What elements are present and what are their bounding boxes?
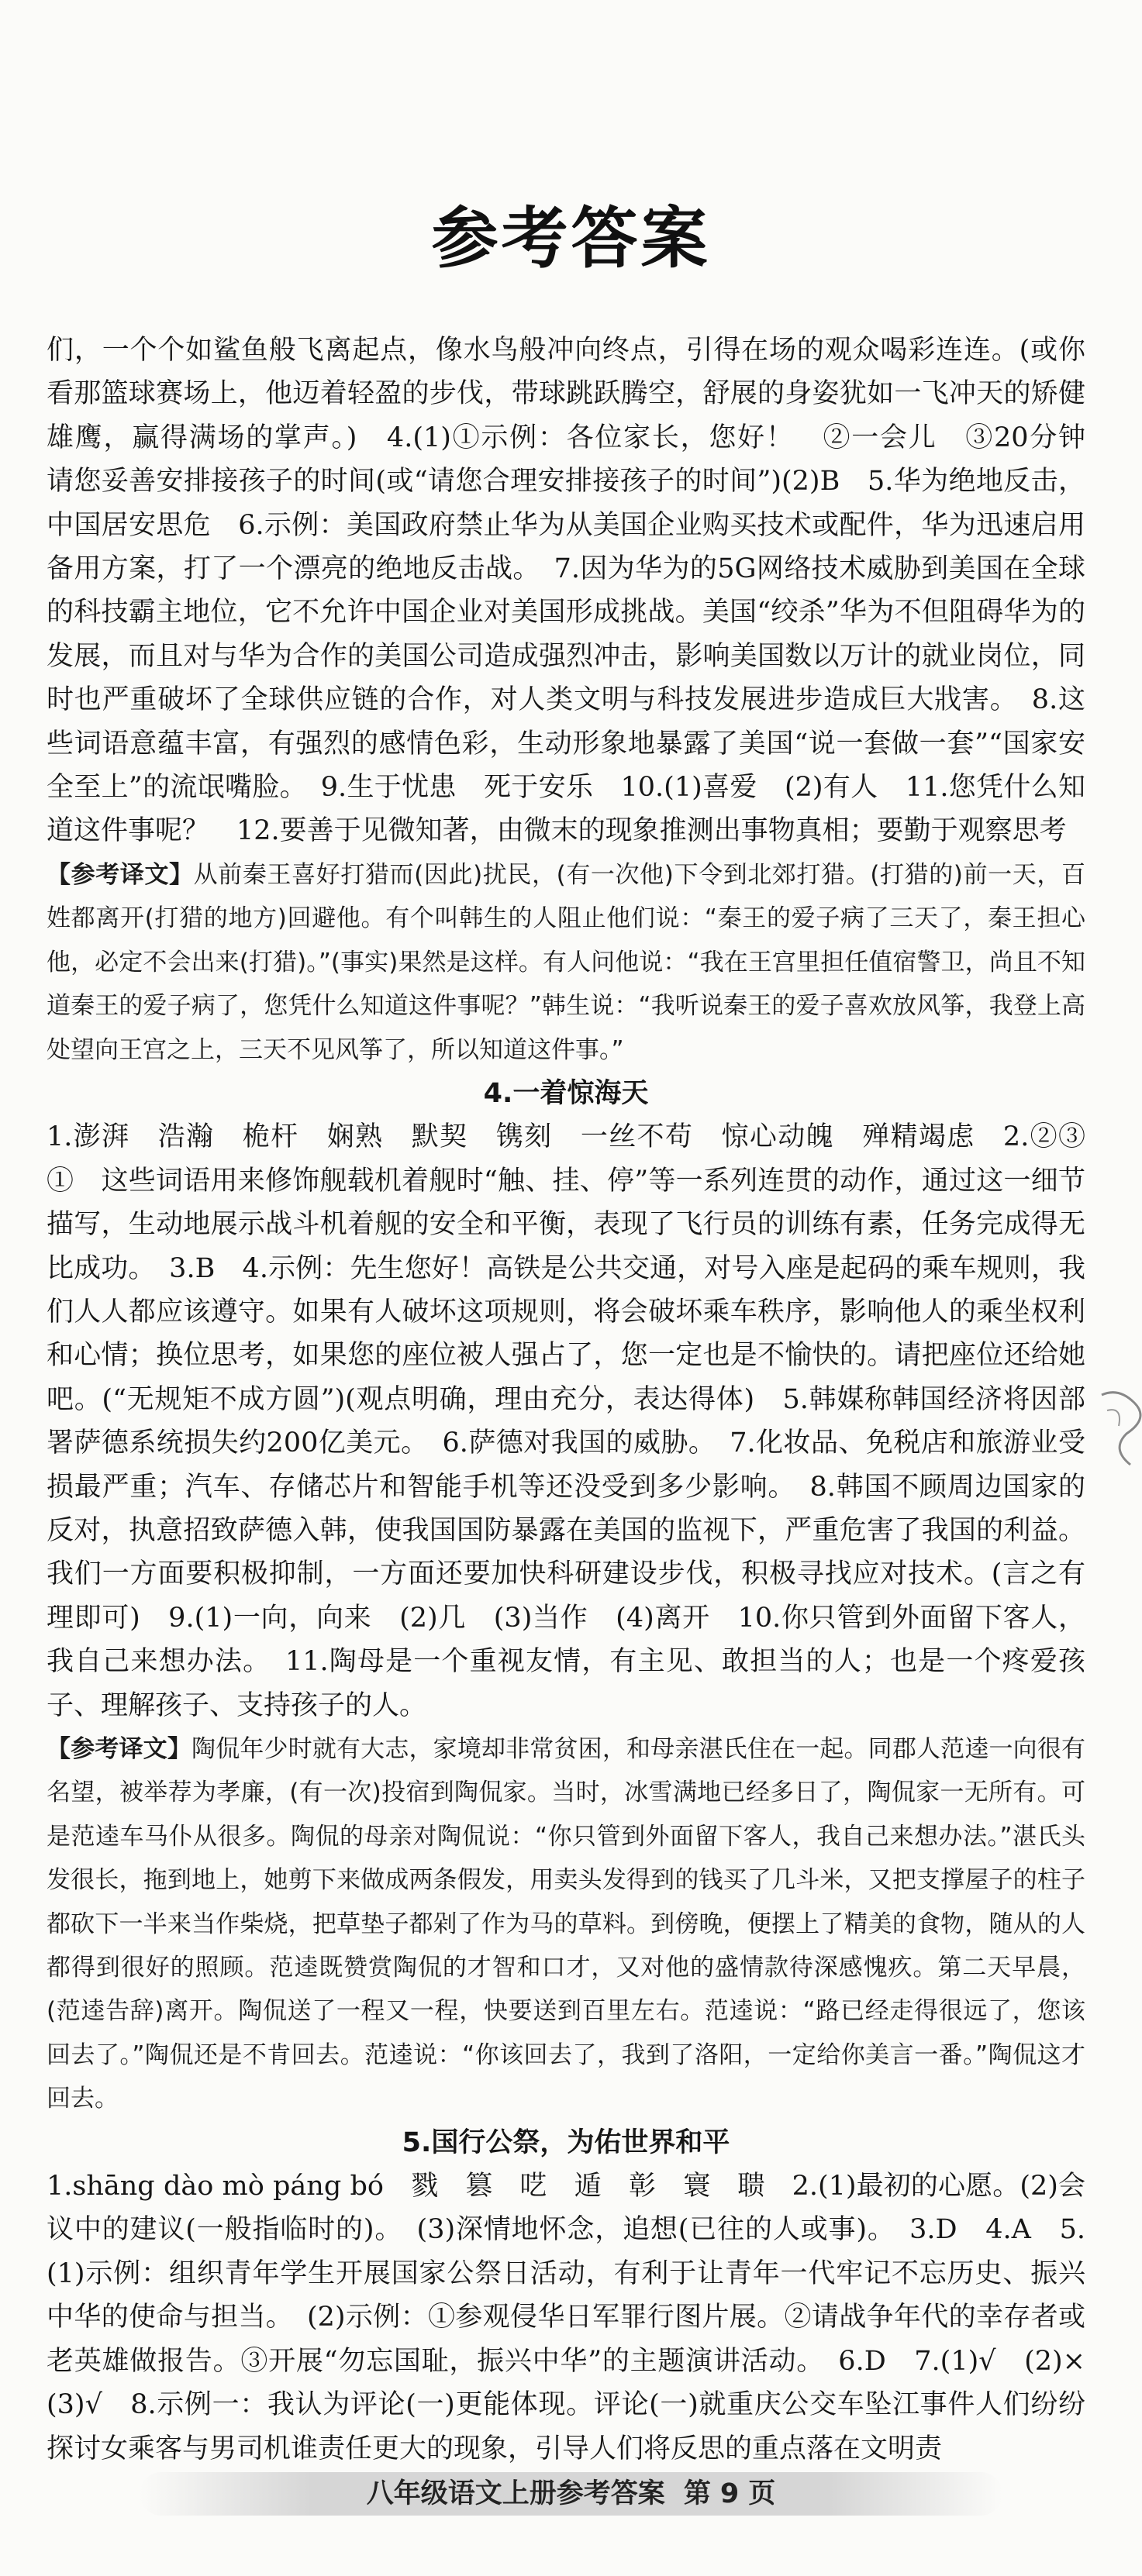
reference-translation (47, 853, 1085, 1072)
answer-paragraph: 1.澎湃 浩瀚 桅杆 娴熟 默契 镌刻 一丝不苟 惊心动魄 殚精竭虑 2.②③ ① 这些词语用来修饰舰载机着舰时“触、挂、停”等一系列连贯的动作，通过这一细节描写，生动地展示战斗机着舰的安全和平衡，表现了飞行员的训练有素，任务完成得无比成功。 3.B 4.示例：先生您好！高铁是公共交通，对号入座是起码的乘车规则，我们人人都应该遵守。如果有人破坏这项规则，将会破坏乘车秩序，影响他人的乘坐权利和心情；换位思考，如果您的座位被人强占了，您一定也是不愉快的。请把座位还给她吧。(“无规矩不成方圆”)(观点明确，理由充分，表达得体) 5.韩媒称韩国经济将因部署萨德系统损失约200亿美元。 6.萨德对我国的威胁。 7.化妆品、免税店和旅游业受损最严重；汽车、存储芯片和智能手机等还没受到多少影响。 8.韩国不顾周边国家的反对，执意招致萨德入韩，使我国国防暴露在美国的监视下，严重危害了我国的利益。我们一方面要积极抑制，一方面还要加快科研建设步伐，积极寻找应对技术。(言之有理即可) 9.(1)一向，向来 (2)几 (3)当作 (4)离开 10.你只管到外面留下客人，我自己来想办法。 11.陶母是一个重视友情，有主见、敢担当的人；也是一个疼爱孩子、理解孩子、支持孩子的人。 (47, 1121, 1113, 1721)
footer-book-title: 八年级语文上册参考答案 (366, 2478, 665, 2509)
translation-tag: 【参考译文】 (47, 860, 194, 889)
answer-content (47, 329, 1113, 2471)
answer-paragraph: 1.shāng dào mò páng bó 戮 篡 呓 遁 彰 寰 聩 2.(1)最初的心愿。(2)会议中的建议(一般指临时的)。 (3)深情地怀念，追想(已往的人或事)。 3.D 4.A 5.(1)示例：组织青年学生开展国家公祭日活动，有利于让青年一代牢记不忘历史、振兴中华的使命与担当。 (2)示例：①参观侵华日军罪行图片展。②请战争年代的幸存者或老英雄做报告。③开展“勿忘国耻，振兴中华”的主题演讲活动。 6.D 7.(1)√ (2)× (3)√ 8.示例一：我认为评论(一)更能体现。评论(一)就重庆公交车坠江事件人们纷纷探讨女乘客与男司机谁责任更大的现象，引导人们将反思的重点落在文明责 (47, 2171, 1113, 2464)
section-heading: 4.一着惊海天 (483, 1077, 649, 1109)
section-heading: 5.国行公祭，为佑世界和平 (402, 2127, 730, 2158)
footer-di: 第 (683, 2478, 711, 2509)
edge-scribble-decoration (1095, 1379, 1142, 1472)
translation-text: 从前秦王喜好打猎而(因此)扰民，(有一次他)下令到北郊打猎。(打猎的)前一天，百姓都离开(打猎的地方)回避他。有个叫韩生的人阻止他们说：“秦王的爱子病了三天了，秦王担心他，必定不会出来(打猎)。”(事实)果然是这样。有人问他说：“我在王宫里担任值宿警卫，尚且不知道秦王的爱子病了，您凭什么知道这件事呢？”韩生说：“我听说秦王的爱子喜欢放风筝，我登上高处望向王宫之上，三天不见风筝了，所以知道这件事。” (47, 860, 1086, 1064)
footer-label (0, 2476, 1142, 2512)
footer-ye: 页 (748, 2478, 776, 2509)
page-number: 9 (719, 2478, 740, 2509)
answer-paragraph: 们，一个个如鲨鱼般飞离起点，像水鸟般冲向终点，引得在场的观众喝彩连连。(或你看那篮球赛场上，他迈着轻盈的步伐，带球跳跃腾空，舒展的身姿犹如一飞冲天的矫健雄鹰，赢得满场的掌声。) 4.(1)①示例：各位家长，您好！ ②一会儿 ③20分钟 请您妥善安排接孩子的时间(或“请您合理安排接孩子的时间”)(2)B 5.华为绝地反击，中国居安思危 6.示例：美国政府禁止华为从美国企业购买技术或配件，华为迅速启用备用方案，打了一个漂亮的绝地反击战。 7.因为华为的5G网络技术威胁到美国在全球的科技霸主地位，它不允许中国企业对美国形成挑战。美国“绞杀”华为不但阻碍华为的发展，而且对与华为合作的美国公司造成强烈冲击，影响美国数以万计的就业岗位，同时也严重破坏了全球供应链的合作，对人类文明与科技发展进步造成巨大戕害。 8.这些词语意蕴丰富，有强烈的感情色彩，生动形象地暴露了美国“说一套做一套”“国家安全至上”的流氓嘴脸。 9.生于忧患 死于安乐 10.(1)喜爱 (2)有人 11.您凭什么知道这件事呢？ 12.要善于见微知著，由微末的现象推测出事物真相；要勤于观察思考 (47, 335, 1113, 847)
translation-tag: 【参考译文】 (47, 1735, 191, 1763)
translation-text: 陶侃年少时就有大志，家境却非常贫困，和母亲湛氏住在一起。同郡人范逵一向很有名望，被举荐为孝廉，(有一次)投宿到陶侃家。当时，冰雪满地已经多日了，陶侃家一无所有。可是范逵车马仆从很多。陶侃的母亲对陶侃说：“你只管到外面留下客人，我自己来想办法。”湛氏头发很长，拖到地上，她剪下来做成两条假发，用卖头发得到的钱买了几斗米，又把支撑屋子的柱子都砍下一半来当作柴烧，把草垫子都剁了作为马的草料。到傍晚，便摆上了精美的食物，随从的人都得到很好的照顾。范逵既赞赏陶侃的才智和口才，又对他的盛情款待深感愧疚。第二天早晨，(范逵告辞)离开。陶侃送了一程又一程，快要送到百里左右。范逵说：“路已经走得很远了，您该回去了。”陶侃还是不肯回去。范逵说：“你该回去了，我到了洛阳，一定给你美言一番。”陶侃这才回去。 (47, 1735, 1085, 2113)
page-title: 参考答案 (431, 200, 711, 277)
reference-translation (47, 1727, 1085, 2121)
